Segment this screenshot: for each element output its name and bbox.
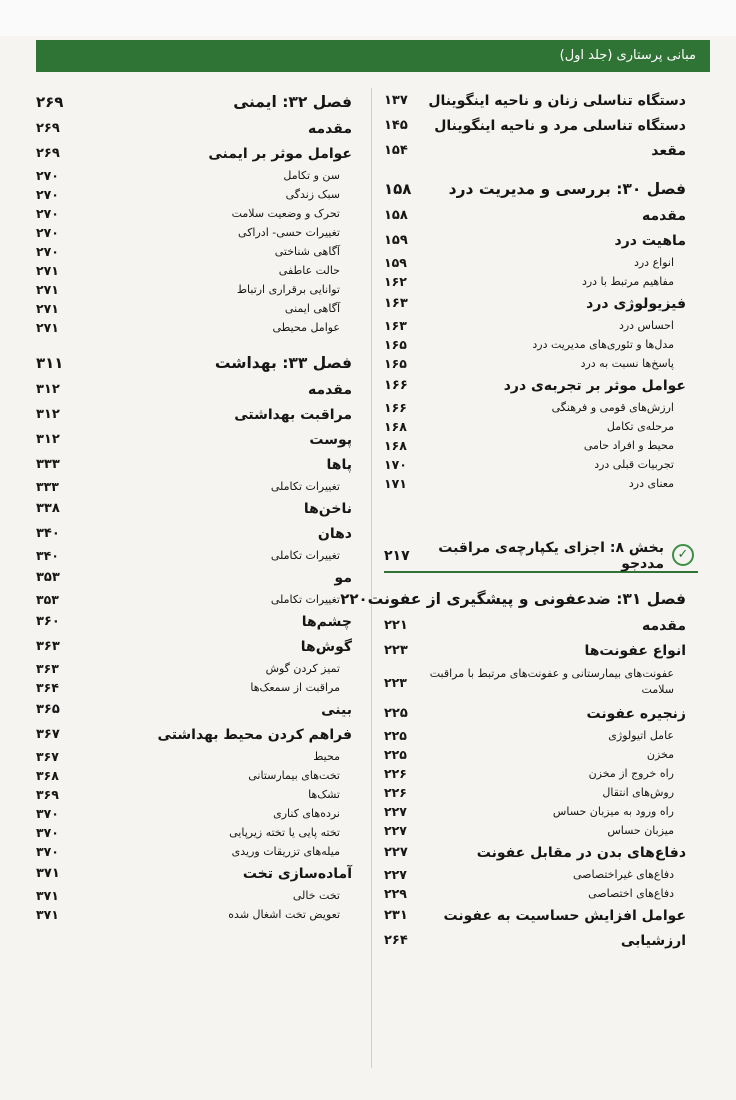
chapter-page: ۱۵۸ (384, 180, 412, 198)
toc-section-entry[interactable] (384, 638, 686, 663)
chapter-page: ۲۲۰ (340, 590, 368, 608)
section-8-heading[interactable] (384, 541, 698, 573)
entry-page: ۱۶۵ (384, 356, 407, 371)
entry-page: ۱۵۴ (384, 143, 408, 158)
entry-title: آگاهی ایمنی (284, 302, 340, 315)
toc-subsection-entry[interactable] (36, 223, 352, 242)
entry-title: محیط (313, 750, 340, 763)
toc-subsection-entry[interactable] (384, 316, 686, 335)
entry-page: ۳۶۷ (36, 749, 59, 764)
entry-page: ۳۷۱ (36, 866, 60, 881)
entry-page: ۲۲۷ (384, 845, 408, 860)
section-title: بخش ۸: اجزای یکپارچه‌ی مراقبت مددجو (438, 540, 664, 572)
entry-page: ۲۷۱ (36, 263, 59, 278)
entry-title: فراهم کردن محیط بهداشتی (157, 726, 352, 743)
entry-page: ۳۱۲ (36, 407, 60, 422)
entry-page: ۲۷۰ (36, 206, 59, 221)
entry-title: محیط و افراد حامی (583, 439, 674, 452)
entry-page: ۱۳۷ (384, 93, 408, 108)
entry-title: تخته پایی یا تخته زیرپایی (229, 826, 340, 839)
entry-page: ۲۷۱ (36, 301, 59, 316)
entry-title: عوامل موثر بر تجربه‌ی درد (503, 377, 686, 394)
entry-title: تخت خالی (292, 889, 340, 902)
entry-title: مراقبت از سمعک‌ها (250, 681, 340, 694)
entry-page: ۱۴۵ (384, 118, 408, 133)
column-divider (371, 88, 372, 1068)
entry-page: ۳۵۳ (36, 570, 60, 585)
spacer (384, 573, 686, 585)
entry-title: تغییرات تکاملی (270, 480, 340, 493)
entry-title: پوست (309, 431, 352, 448)
toc-section-entry[interactable] (384, 88, 686, 113)
toc-section-entry[interactable] (36, 377, 352, 402)
entry-title: تجربیات قبلی درد (594, 458, 674, 471)
chapter-32-entries (36, 116, 352, 337)
chapter-page: ۳۱۱ (36, 354, 64, 372)
chapter-30-heading[interactable] (384, 175, 686, 203)
toc-top-entries (384, 88, 686, 163)
toc-subsection-entry[interactable] (384, 272, 686, 291)
entry-title: معنای درد (628, 477, 674, 490)
toc-section-entry[interactable] (384, 291, 686, 316)
chapter-32-heading[interactable] (36, 88, 352, 116)
toc-section-entry[interactable] (36, 427, 352, 452)
chapter-title: فصل ۳۳: بهداشت (214, 354, 352, 372)
entry-title: تغییرات تکاملی (270, 593, 340, 606)
toc-section-entry[interactable] (36, 452, 352, 477)
checkmark-circle-icon: ✓ (672, 544, 694, 566)
chapter-31-heading[interactable] (340, 585, 686, 613)
entry-title: عامل اتیولوژی (608, 729, 674, 742)
entry-page: ۱۶۶ (384, 400, 407, 415)
entry-page: ۱۶۲ (384, 274, 407, 289)
toc-subsection-entry[interactable] (384, 474, 686, 493)
toc-subsection-entry[interactable] (384, 745, 686, 764)
entry-page: ۳۷۱ (36, 888, 59, 903)
entry-title: مقدمه (308, 381, 352, 398)
toc-subsection-entry[interactable] (36, 242, 352, 261)
toc-subsection-entry[interactable] (36, 842, 352, 861)
entry-page: ۲۷۰ (36, 244, 59, 259)
entry-title: تحرک و وضعیت سلامت (231, 207, 340, 220)
toc-subsection-entry[interactable] (36, 747, 352, 766)
toc-subsection-entry[interactable] (36, 823, 352, 842)
entry-title: ناخن‌ها (303, 500, 352, 517)
entry-title: مقدمه (642, 207, 686, 224)
entry-page: ۱۷۰ (384, 457, 407, 472)
toc-section-entry[interactable] (36, 565, 352, 590)
toc-subsection-entry[interactable] (36, 477, 352, 496)
toc-subsection-entry[interactable] (384, 884, 686, 903)
toc-section-entry[interactable] (36, 496, 352, 521)
chapter-31-entries (384, 613, 686, 953)
entry-title: فیزیولوژی درد (586, 295, 686, 312)
toc-subsection-entry[interactable] (384, 354, 686, 373)
entry-title: تشک‌ها (308, 788, 340, 801)
entry-page: ۲۲۹ (384, 886, 407, 901)
section-page: ۲۱۷ (384, 548, 410, 564)
entry-title: گوش‌ها (300, 638, 352, 655)
entry-title: مقدمه (642, 617, 686, 634)
chapter-33-heading[interactable] (36, 349, 352, 377)
entry-page: ۲۲۳ (384, 674, 407, 690)
toc-section-entry[interactable] (384, 228, 686, 253)
entry-page: ۳۶۸ (36, 768, 59, 783)
entry-page: ۳۷۱ (36, 907, 59, 922)
entry-page: ۳۶۰ (36, 614, 60, 629)
entry-page: ۲۲۷ (384, 867, 407, 882)
entry-page: ۱۵۸ (384, 208, 408, 223)
toc-subsection-entry[interactable] (36, 886, 352, 905)
entry-title: تمیز کردن گوش (265, 662, 340, 675)
entry-title: چشم‌ها (301, 613, 352, 630)
toc-section-entry[interactable] (36, 722, 352, 747)
chapter-title: فصل ۳۱: ضدعفونی و پیشگیری از عفونت (367, 590, 686, 608)
entry-title: تعویض تخت اشغال شده (228, 908, 340, 921)
toc-subsection-entry[interactable] (384, 802, 686, 821)
toc-subsection-entry[interactable] (36, 318, 352, 337)
entry-title: مدل‌ها و تئوری‌های مدیریت درد (532, 338, 674, 351)
toc-subsection-entry[interactable] (384, 726, 686, 745)
toc-section-entry[interactable] (384, 373, 686, 398)
entry-page: ۳۷۰ (36, 806, 59, 821)
toc-subsection-entry[interactable] (384, 417, 686, 436)
entry-title: مقعد (651, 142, 686, 159)
entry-page: ۱۶۳ (384, 296, 408, 311)
entry-title: راه ورود به میزبان حساس (552, 805, 674, 818)
entry-page: ۳۶۷ (36, 727, 60, 742)
entry-page: ۲۲۱ (384, 618, 408, 633)
entry-page: ۱۵۹ (384, 233, 408, 248)
entry-title: مراقبت بهداشتی (234, 406, 352, 423)
running-header (36, 40, 710, 72)
entry-title: تغییرات حسی- ادراکی (238, 226, 340, 239)
toc-section-entry[interactable] (36, 116, 352, 141)
toc-section-entry[interactable] (36, 402, 352, 427)
toc-subsection-entry[interactable] (36, 678, 352, 697)
entry-title: ماهیت درد (614, 232, 686, 249)
entry-page: ۱۶۳ (384, 318, 407, 333)
toc-subsection-entry[interactable] (384, 253, 686, 272)
entry-page: ۲۷۰ (36, 187, 59, 202)
entry-page: ۲۲۶ (384, 785, 407, 800)
chapter-title: فصل ۳۲: ایمنی (233, 93, 352, 111)
entry-page: ۳۵۳ (36, 592, 59, 607)
entry-page: ۲۲۵ (384, 706, 408, 721)
toc-section-entry[interactable] (384, 701, 686, 726)
entry-page: ۲۲۳ (384, 643, 408, 658)
entry-page: ۲۷۱ (36, 282, 59, 297)
toc-subsection-entry[interactable] (36, 185, 352, 204)
entry-page: ۳۶۳ (36, 661, 59, 676)
entry-title: مرحله‌ی تکامل (606, 420, 674, 433)
entry-page: ۱۷۱ (384, 476, 407, 491)
toc-subsection-entry[interactable] (384, 398, 686, 417)
entry-page: ۱۶۸ (384, 419, 407, 434)
toc-subsection-entry[interactable] (36, 299, 352, 318)
spacer (384, 493, 686, 541)
toc-subsection-entry[interactable] (384, 764, 686, 783)
entry-page: ۲۶۴ (384, 933, 408, 948)
book-title: مبانی پرستاری (جلد اول) (559, 48, 696, 63)
chapter-title: فصل ۳۰: بررسی و مدیریت درد (448, 180, 686, 198)
toc-section-entry[interactable] (384, 840, 686, 865)
entry-title: روش‌های انتقال (602, 786, 674, 799)
toc-subsection-entry[interactable] (384, 821, 686, 840)
entry-title: دستگاه تناسلی مرد و ناحیه اینگوینال (434, 117, 686, 134)
entry-page: ۲۲۶ (384, 766, 407, 781)
toc-section-entry[interactable] (384, 928, 686, 953)
toc-subsection-entry[interactable] (36, 804, 352, 823)
toc-section-entry[interactable] (36, 861, 352, 886)
entry-page: ۳۴۰ (36, 526, 60, 541)
toc-subsection-entry[interactable] (384, 783, 686, 802)
entry-title: انواع عفونت‌ها (584, 642, 686, 659)
entry-title: عوامل افزایش حساسیت به عفونت (443, 907, 686, 924)
toc-subsection-entry[interactable] (36, 546, 352, 565)
entry-page: ۲۶۹ (36, 121, 60, 136)
entry-title: انواع درد (633, 256, 674, 269)
spacer (384, 163, 686, 175)
entry-page: ۲۲۷ (384, 823, 407, 838)
entry-title: حالت عاطفی (278, 264, 340, 277)
entry-title: آگاهی شناختی (274, 245, 340, 258)
toc-section-entry[interactable] (384, 113, 686, 138)
toc-section-entry[interactable] (36, 634, 352, 659)
entry-title: سن و تکامل (283, 169, 340, 182)
entry-page: ۳۱۲ (36, 432, 60, 447)
entry-title: مقدمه (308, 120, 352, 137)
spacer (36, 337, 352, 349)
entry-page: ۱۶۵ (384, 337, 407, 352)
toc-subsection-entry[interactable] (36, 905, 352, 924)
toc-section-entry[interactable] (36, 609, 352, 634)
entry-title: ارزش‌های قومی و فرهنگی (551, 401, 674, 414)
chapter-page: ۲۶۹ (36, 93, 64, 111)
entry-page: ۲۲۵ (384, 747, 407, 762)
entry-page: ۳۶۵ (36, 702, 60, 717)
toc-subsection-entry[interactable] (36, 785, 352, 804)
toc-subsection-entry[interactable] (36, 590, 352, 609)
entry-page: ۳۴۰ (36, 548, 59, 563)
entry-title: عفونت‌های بیمارستانی و عفونت‌های مرتبط با مراقبت سلامت (429, 667, 674, 696)
toc-column-left (36, 88, 352, 924)
entry-page: ۱۶۸ (384, 438, 407, 453)
entry-page: ۳۳۳ (36, 457, 60, 472)
entry-title: پاسخ‌ها نسبت به درد (580, 357, 674, 370)
toc-subsection-entry[interactable] (36, 659, 352, 678)
entry-title: ارزشیابی (620, 932, 686, 949)
entry-page: ۳۳۳ (36, 479, 59, 494)
entry-title: آماده‌سازی تخت (242, 865, 352, 882)
entry-page: ۳۶۳ (36, 639, 60, 654)
toc-subsection-entry[interactable] (36, 261, 352, 280)
toc-subsection-entry[interactable] (36, 280, 352, 299)
entry-title: بینی (321, 701, 352, 718)
entry-title: عوامل محیطی (272, 321, 340, 334)
entry-title: توانایی برقراری ارتباط (236, 283, 340, 296)
chapter-33-entries (36, 377, 352, 924)
toc-subsection-entry[interactable] (36, 766, 352, 785)
entry-page: ۳۷۰ (36, 844, 59, 859)
toc-section-entry[interactable] (36, 697, 352, 722)
entry-title: میزبان حساس (607, 824, 674, 837)
entry-title: نرده‌های کناری (273, 807, 340, 820)
entry-title: دهان (317, 525, 352, 542)
toc-subsection-entry[interactable] (384, 865, 686, 884)
entry-title: مفاهیم مرتبط با درد (581, 275, 674, 288)
entry-page: ۳۱۲ (36, 382, 60, 397)
entry-title: مخزن (646, 748, 674, 761)
entry-page: ۳۷۰ (36, 825, 59, 840)
entry-page: ۱۶۶ (384, 378, 408, 393)
entry-title: تخت‌های بیمارستانی (248, 769, 340, 782)
toc-column-right (340, 88, 689, 953)
entry-title: تغییرات تکاملی (270, 549, 340, 562)
toc-section-entry[interactable] (36, 141, 352, 166)
entry-title: دفاع‌های بدن در مقابل عفونت (476, 844, 686, 861)
entry-title: میله‌های تزریقات وریدی (231, 845, 340, 858)
entry-title: مو (334, 569, 352, 586)
chapter-30-entries (384, 203, 686, 493)
entry-page: ۱۵۹ (384, 255, 407, 270)
entry-page: ۲۲۵ (384, 728, 407, 743)
toc-subsection-entry[interactable] (384, 663, 686, 701)
entry-page: ۲۳۱ (384, 908, 408, 923)
toc-subsection-entry[interactable] (384, 335, 686, 354)
entry-title: دستگاه تناسلی زنان و ناحیه اینگوینال (428, 92, 686, 109)
entry-page: ۲۷۱ (36, 320, 59, 335)
toc-subsection-entry[interactable] (36, 204, 352, 223)
entry-page: ۲۷۰ (36, 168, 59, 183)
entry-title: پاها (326, 456, 352, 473)
toc-section-entry[interactable] (384, 613, 686, 638)
entry-page: ۲۲۷ (384, 804, 407, 819)
entry-title: احساس درد (618, 319, 674, 332)
toc-section-entry[interactable] (36, 521, 352, 546)
toc-section-entry[interactable] (384, 903, 686, 928)
entry-title: راه خروج از مخزن (588, 767, 674, 780)
entry-title: سبک زندگی (285, 188, 340, 201)
entry-title: عوامل موثر بر ایمنی (208, 145, 352, 162)
toc-section-entry[interactable] (384, 203, 686, 228)
toc-subsection-entry[interactable] (384, 455, 686, 474)
toc-section-entry[interactable] (384, 138, 686, 163)
entry-page: ۳۶۹ (36, 787, 59, 802)
entry-page: ۳۳۸ (36, 501, 60, 516)
toc-subsection-entry[interactable] (384, 436, 686, 455)
entry-page: ۲۷۰ (36, 225, 59, 240)
top-margin (0, 0, 736, 36)
entry-title: دفاع‌های اختصاصی (588, 887, 674, 900)
entry-title: دفاع‌های غیراختصاصی (572, 868, 674, 881)
entry-title: زنجیره عفونت (586, 705, 686, 722)
entry-page: ۳۶۴ (36, 680, 59, 695)
entry-page: ۲۶۹ (36, 146, 60, 161)
toc-subsection-entry[interactable] (36, 166, 352, 185)
